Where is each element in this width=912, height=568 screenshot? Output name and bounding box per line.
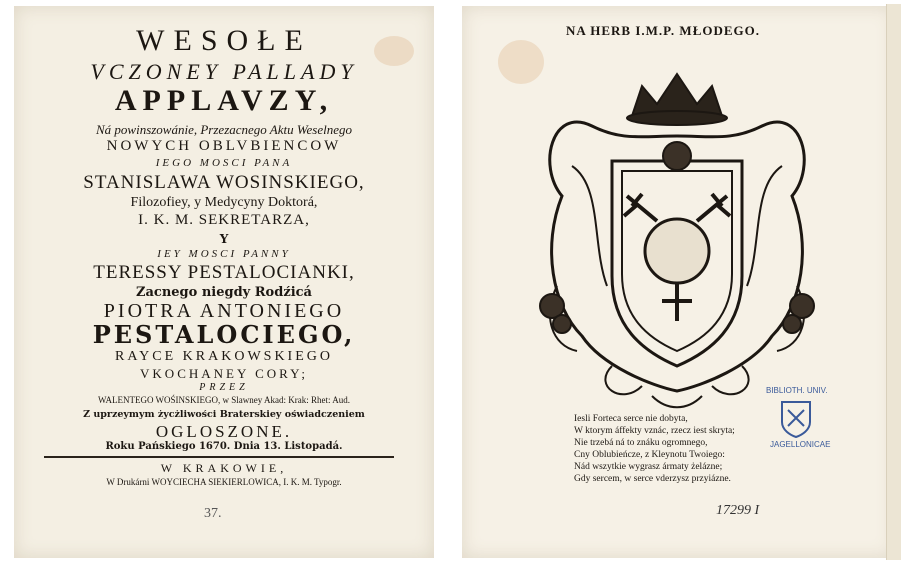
stamp-top-text: BIBLIOTH. UNIV.: [766, 386, 828, 395]
verse-line: Cny Oblubieńcze, z Kleynotu Twoiego:: [574, 450, 725, 460]
verse-line: W ktorym áffekty vznác, rzecz iest skryta;: [574, 426, 735, 436]
folio-number: 37.: [204, 506, 222, 521]
title-line-13: Zacnego niegdy Rodźicá: [136, 285, 312, 300]
horizontal-rule: [44, 456, 394, 458]
library-stamp: [762, 386, 848, 470]
title-line-23: W KRAKOWIE,: [160, 461, 288, 475]
title-line-10: Y: [219, 232, 229, 246]
stamp-crest-icon: [776, 398, 816, 438]
title-line-9: I. K. M. SEKRETARZA,: [138, 212, 310, 228]
shelfmark: 17299 I: [716, 503, 760, 518]
title-line-22: Roku Pańskiego 1670. Dnia 13. Listopadá.: [105, 441, 343, 452]
title-line-2: VCZONEY PALLADY: [90, 59, 358, 84]
title-line-3: APPLAVZY,: [114, 84, 334, 117]
verse-line: Gdy sercem, w serce vderzysz przyiázne.: [574, 474, 731, 484]
title-line-21: OGLOSZONE.: [155, 422, 293, 441]
title-line-24: W Drukárni WOYCIECHA SIEKIERLOWICA, I. K. M. Typogr.: [106, 477, 342, 487]
page-edge: [886, 4, 901, 560]
title-line-5: NOWYCH OBLVBIENCOW: [106, 138, 342, 154]
title-line-18: PRZEZ: [199, 382, 249, 393]
title-line-17: VKOCHANEY CORY;: [140, 366, 308, 381]
verse-line: Nád wszytkie wygrasz ármaty żelázne;: [574, 462, 723, 472]
title-line-8: Filozofiey, y Medycyny Doktorá,: [130, 195, 318, 210]
title-line-4: Ná powinszowánie, Przezacnego Aktu Weselnego: [95, 122, 352, 137]
heading: NA HERB I.M.P. MŁODEGO.: [565, 23, 761, 38]
title-line-15: PESTALOCIEGO,: [92, 320, 356, 349]
title-line-16: RAYCE KRAKOWSKIEGO: [115, 349, 333, 364]
stamp-bottom-text: JAGELLONICAE: [770, 440, 831, 449]
title-line-19: WALENTEGO WOŚINSKIEGO, w Slawney Akad: Krak: Rhet: Aud.: [97, 395, 351, 405]
right-page: [462, 6, 894, 558]
coat-of-arms-engraving: [532, 46, 822, 426]
title-line-7: STANISLAWA WOSINSKIEGO,: [83, 172, 365, 193]
title-line-12: TERESSY PESTALOCIANKI,: [93, 262, 355, 283]
title-line-14: PIOTRA ANTONIEGO: [103, 300, 345, 322]
verse-line: Iesli Forteca serce nie dobyta,: [574, 414, 688, 424]
title-line-1: WESOŁE: [136, 24, 312, 57]
title-line-11: IEY MOSCI PANNY: [157, 248, 291, 260]
title-line-6: IEGO MOSCI PANA: [155, 157, 293, 169]
verse-line: Nie trzebá ná to znáku ogromnego,: [574, 438, 708, 448]
title-line-20: Z uprzeymym życżliwości Braterskiey oświadczeniem: [83, 409, 365, 420]
left-page: [14, 6, 434, 558]
